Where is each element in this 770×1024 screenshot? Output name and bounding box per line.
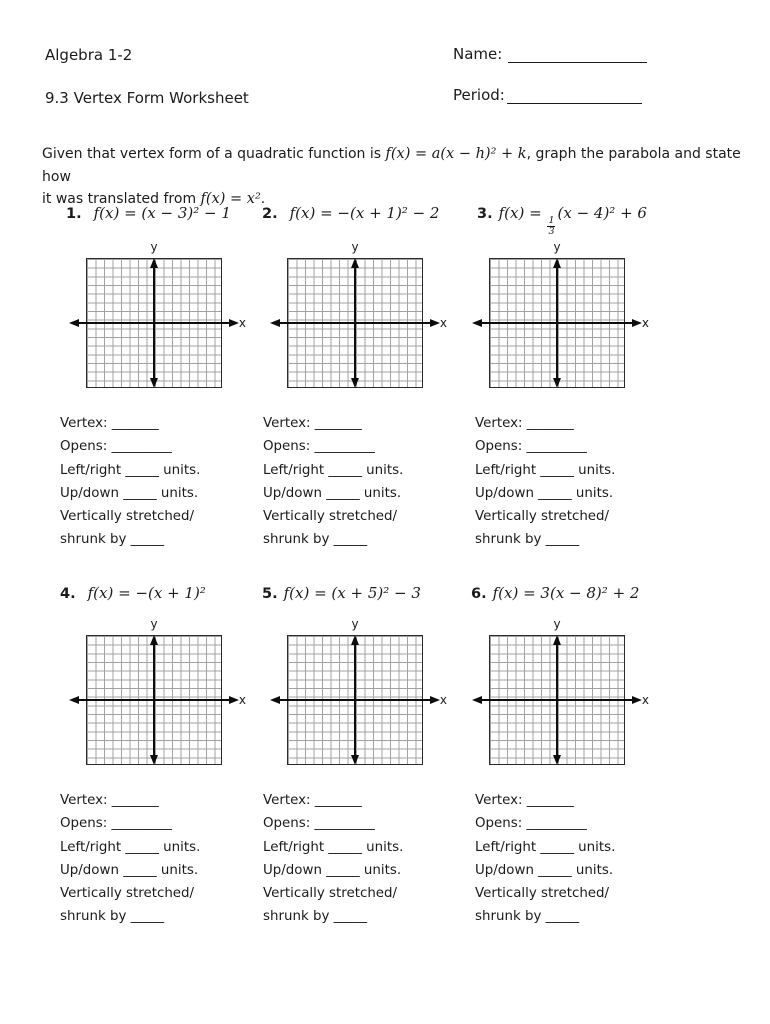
answer-block-6 bbox=[475, 789, 615, 929]
problem-3-statement bbox=[477, 204, 647, 237]
x-axis-label: x bbox=[238, 693, 246, 707]
x-axis bbox=[77, 322, 231, 324]
name-label: Name: bbox=[453, 45, 503, 63]
x-axis-left-arrow-icon bbox=[472, 319, 482, 327]
up-down-line: Up/down _____ units. bbox=[263, 485, 402, 501]
x-axis-left-arrow-icon bbox=[270, 696, 280, 704]
x-axis-label: x bbox=[439, 693, 447, 707]
problem-1-statement bbox=[66, 204, 231, 222]
instructions-text: it was translated from bbox=[42, 191, 201, 207]
problem-number: 3. bbox=[477, 206, 493, 222]
name-field bbox=[453, 45, 647, 63]
problem-equation: f(x) = −(x + 1)² − 2 bbox=[289, 204, 440, 222]
y-axis-down-arrow-icon bbox=[150, 378, 158, 388]
x-axis-label: x bbox=[439, 316, 447, 330]
opens-line: Opens: _________ bbox=[475, 816, 587, 832]
opens-line: Opens: _________ bbox=[60, 439, 172, 455]
problem-equation: f(x) = (x − 3)² − 1 bbox=[93, 204, 231, 222]
x-axis bbox=[480, 322, 634, 324]
left-right-line: Left/right _____ units. bbox=[475, 462, 616, 478]
problem-equation: f(x) = 3(x − 8)² + 2 bbox=[492, 584, 640, 602]
vertex-line: Vertex: _______ bbox=[475, 793, 574, 808]
up-down-line: Up/down _____ units. bbox=[60, 862, 199, 878]
y-axis-up-arrow-icon bbox=[150, 635, 158, 645]
coordinate-grid-4 bbox=[86, 617, 246, 765]
problem-number: 4. bbox=[60, 586, 76, 602]
left-right-line: Left/right _____ units. bbox=[263, 462, 404, 478]
shrunk-line: shrunk by _____ bbox=[263, 909, 368, 925]
stretched-line: Vertically stretched/ bbox=[60, 886, 195, 902]
y-axis-down-arrow-icon bbox=[351, 755, 359, 765]
vertex-line: Vertex: _______ bbox=[60, 416, 159, 431]
left-right-line: Left/right _____ units. bbox=[475, 839, 616, 855]
x-axis bbox=[77, 699, 231, 701]
x-axis-right-arrow-icon bbox=[430, 319, 440, 327]
x-axis-left-arrow-icon bbox=[472, 696, 482, 704]
up-down-line: Up/down _____ units. bbox=[475, 485, 614, 501]
period-blank-line bbox=[507, 87, 642, 104]
x-axis-right-arrow-icon bbox=[229, 696, 239, 704]
problem-5-statement bbox=[262, 584, 421, 602]
stretched-line: Vertically stretched/ bbox=[263, 886, 398, 902]
y-axis-label: y bbox=[351, 240, 359, 254]
opens-line: Opens: _________ bbox=[60, 816, 172, 832]
name-blank-line bbox=[508, 46, 647, 63]
x-axis bbox=[278, 699, 432, 701]
equation-suffix: (x − 4)² + 6 bbox=[557, 204, 647, 222]
y-axis-up-arrow-icon bbox=[351, 258, 359, 268]
stretched-line: Vertically stretched/ bbox=[475, 509, 610, 525]
y-axis-down-arrow-icon bbox=[150, 755, 158, 765]
parent-function-formula: f(x) = x² bbox=[200, 191, 261, 207]
x-axis-right-arrow-icon bbox=[632, 696, 642, 704]
x-axis-label: x bbox=[641, 316, 649, 330]
shrunk-line: shrunk by _____ bbox=[60, 532, 165, 548]
opens-line: Opens: _________ bbox=[263, 816, 375, 832]
worksheet-title: 9.3 Vertex Form Worksheet bbox=[45, 89, 249, 107]
up-down-line: Up/down _____ units. bbox=[60, 485, 199, 501]
answer-block-4 bbox=[60, 789, 200, 929]
problem-4-statement bbox=[60, 584, 206, 602]
y-axis-down-arrow-icon bbox=[553, 755, 561, 765]
coordinate-grid-6 bbox=[489, 617, 649, 765]
problem-number: 1. bbox=[66, 206, 82, 222]
x-axis-label: x bbox=[238, 316, 246, 330]
stretched-line: Vertically stretched/ bbox=[475, 886, 610, 902]
shrunk-line: shrunk by _____ bbox=[475, 909, 580, 925]
x-axis bbox=[278, 322, 432, 324]
y-axis-down-arrow-icon bbox=[553, 378, 561, 388]
x-axis-right-arrow-icon bbox=[229, 319, 239, 327]
answer-block-3 bbox=[475, 412, 615, 552]
stretched-line: Vertically stretched/ bbox=[263, 509, 398, 525]
y-axis-down-arrow-icon bbox=[351, 378, 359, 388]
opens-line: Opens: _________ bbox=[475, 439, 587, 455]
x-axis-left-arrow-icon bbox=[69, 319, 79, 327]
problem-number: 6. bbox=[471, 586, 487, 602]
answer-block-5 bbox=[263, 789, 403, 929]
problem-6-statement bbox=[471, 584, 639, 602]
vertex-line: Vertex: _______ bbox=[263, 416, 362, 431]
y-axis-up-arrow-icon bbox=[553, 635, 561, 645]
x-axis-right-arrow-icon bbox=[632, 319, 642, 327]
x-axis-label: x bbox=[641, 693, 649, 707]
left-right-line: Left/right _____ units. bbox=[60, 462, 201, 478]
left-right-line: Left/right _____ units. bbox=[60, 839, 201, 855]
up-down-line: Up/down _____ units. bbox=[475, 862, 614, 878]
fraction-numerator: 1 bbox=[548, 215, 555, 226]
vertex-line: Vertex: _______ bbox=[263, 793, 362, 808]
coordinate-grid-2 bbox=[287, 240, 447, 388]
y-axis-up-arrow-icon bbox=[150, 258, 158, 268]
vertex-form-formula: f(x) = a(x − h)² + k bbox=[385, 146, 527, 162]
instructions-text: , graph the parabola and state how bbox=[42, 146, 741, 185]
coordinate-grid-3 bbox=[489, 240, 649, 388]
fraction bbox=[547, 216, 555, 237]
problem-number: 2. bbox=[262, 206, 278, 222]
y-axis-up-arrow-icon bbox=[351, 635, 359, 645]
problem-equation bbox=[499, 204, 647, 237]
instructions-text: . bbox=[260, 191, 266, 207]
equation-prefix: f(x) = bbox=[498, 204, 547, 222]
instructions-text: Given that vertex form of a quadratic function is bbox=[42, 146, 386, 162]
instructions-line-1 bbox=[42, 143, 742, 188]
answer-block-1 bbox=[60, 412, 200, 552]
shrunk-line: shrunk by _____ bbox=[475, 532, 580, 548]
x-axis-left-arrow-icon bbox=[270, 319, 280, 327]
up-down-line: Up/down _____ units. bbox=[263, 862, 402, 878]
course-label: Algebra 1-2 bbox=[45, 46, 133, 64]
y-axis-label: y bbox=[150, 240, 158, 254]
problem-equation: f(x) = −(x + 1)² bbox=[87, 584, 206, 602]
period-label: Period: bbox=[453, 86, 505, 104]
problem-equation: f(x) = (x + 5)² − 3 bbox=[283, 584, 421, 602]
shrunk-line: shrunk by _____ bbox=[263, 532, 368, 548]
problem-number: 5. bbox=[262, 586, 278, 602]
x-axis-right-arrow-icon bbox=[430, 696, 440, 704]
problem-2-statement bbox=[262, 204, 439, 222]
x-axis bbox=[480, 699, 634, 701]
stretched-line: Vertically stretched/ bbox=[60, 509, 195, 525]
fraction-denominator: 3 bbox=[548, 225, 555, 237]
period-field bbox=[453, 86, 642, 104]
y-axis-up-arrow-icon bbox=[553, 258, 561, 268]
y-axis-label: y bbox=[553, 617, 561, 631]
vertex-line: Vertex: _______ bbox=[475, 416, 574, 431]
shrunk-line: shrunk by _____ bbox=[60, 909, 165, 925]
answer-block-2 bbox=[263, 412, 403, 552]
instructions bbox=[42, 143, 742, 211]
coordinate-grid-5 bbox=[287, 617, 447, 765]
coordinate-grid-1 bbox=[86, 240, 246, 388]
y-axis-label: y bbox=[351, 617, 359, 631]
vertex-line: Vertex: _______ bbox=[60, 793, 159, 808]
y-axis-label: y bbox=[553, 240, 561, 254]
x-axis-left-arrow-icon bbox=[69, 696, 79, 704]
left-right-line: Left/right _____ units. bbox=[263, 839, 404, 855]
opens-line: Opens: _________ bbox=[263, 439, 375, 455]
y-axis-label: y bbox=[150, 617, 158, 631]
